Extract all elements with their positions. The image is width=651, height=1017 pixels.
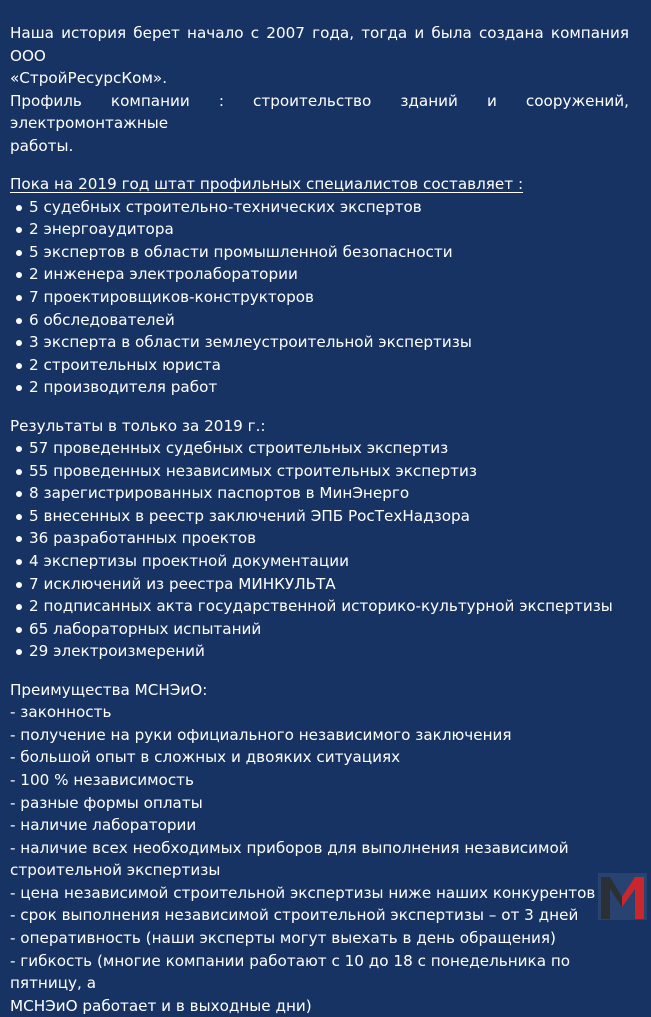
intro-section xyxy=(10,22,629,158)
list-item: 36 разработанных проектов xyxy=(10,527,629,550)
page-content xyxy=(10,22,629,1017)
advantages-heading: Преимущества МСНЭиО: xyxy=(10,680,208,699)
list-item: 2 производителя работ xyxy=(10,376,629,399)
list-item: 5 экспертов в области промышленной безопасности xyxy=(10,241,629,264)
list-item: - срок выполнения независимой строительной экспертизы – от 3 дней xyxy=(10,906,579,925)
results-heading: Результаты в только за 2019 г.: xyxy=(10,416,266,435)
list-item: - 100 % независимость xyxy=(10,770,194,789)
list-item: 6 обследователей xyxy=(10,309,629,332)
list-item: 2 инженера электролаборатории xyxy=(10,263,629,286)
list-item: - цена независимой строительной экспертизы ниже наших конкурентов xyxy=(10,883,596,902)
list-item: 57 проведенных судебных строительных экспертиз xyxy=(10,437,629,460)
advantages-section xyxy=(10,679,629,1017)
list-item: 2 строительных юриста xyxy=(10,354,629,377)
list-item: 4 экспертизы проектной документации xyxy=(10,550,629,573)
list-item: 65 лабораторных испытаний xyxy=(10,618,629,641)
profile-text-line2: работы. xyxy=(10,136,74,155)
staff-heading xyxy=(10,173,629,196)
list-item: - оперативность (наши эксперты могут выехать в день обращения) xyxy=(10,929,556,948)
staff-list xyxy=(10,196,629,399)
results-section xyxy=(10,415,629,664)
list-item: МСНЭиО работает и в выходные дни) xyxy=(10,996,312,1015)
list-item: 2 энергоаудитора xyxy=(10,218,629,241)
list-item: 3 эксперта в области землеустроительной экспертизы xyxy=(10,331,629,354)
list-item: 2 подписанных акта государственной историко-культурной экспертизы xyxy=(10,595,629,618)
profile-text-line1: Профиль компании : строительство зданий и сооружений, электромонтажные xyxy=(10,91,629,133)
list-item: 29 электроизмерений xyxy=(10,640,629,663)
list-item: - законность xyxy=(10,703,112,722)
intro-text-line2: «СтройРесурсКом». xyxy=(10,69,168,88)
list-item: 55 проведенных независимых строительных экспертиз xyxy=(10,460,629,483)
list-item: - разные формы оплаты xyxy=(10,793,203,812)
spacer xyxy=(10,399,629,415)
list-item: 5 внесенных в реестр заключений ЭПБ РосТехНадзора xyxy=(10,505,629,528)
staff-heading-text: Пока на 2019 год штат профильных специалистов составляет : xyxy=(10,175,524,194)
list-item: строительной экспертизы xyxy=(10,861,221,880)
list-item: - наличие всех необходимых приборов для выполнения независимой xyxy=(10,838,569,857)
list-item: 7 проектировщиков-конструкторов xyxy=(10,286,629,309)
list-item: 8 зарегистрированных паспортов в МинЭнерго xyxy=(10,482,629,505)
list-item: - большой опыт в сложных и двояких ситуациях xyxy=(10,748,401,767)
list-item: - гибкость (многие компании работают с 10 до 18 с понедельника по пятницу, а xyxy=(10,951,571,993)
list-item: - наличие лаборатории xyxy=(10,816,197,835)
m-logo-graphic xyxy=(598,873,647,920)
list-item: 5 судебных строительно-технических экспертов xyxy=(10,196,629,219)
list-item: - получение на руки официального независимого заключения xyxy=(10,725,512,744)
staff-section xyxy=(10,173,629,399)
spacer xyxy=(10,663,629,679)
list-item: 7 исключений из реестра МИНКУЛЬТА xyxy=(10,573,629,596)
intro-text-line1: Наша история берет начало с 2007 года, тогда и была создана компания ООО xyxy=(10,24,629,65)
spacer xyxy=(10,158,629,174)
results-list xyxy=(10,437,629,663)
m-logo-icon[interactable] xyxy=(598,873,647,920)
